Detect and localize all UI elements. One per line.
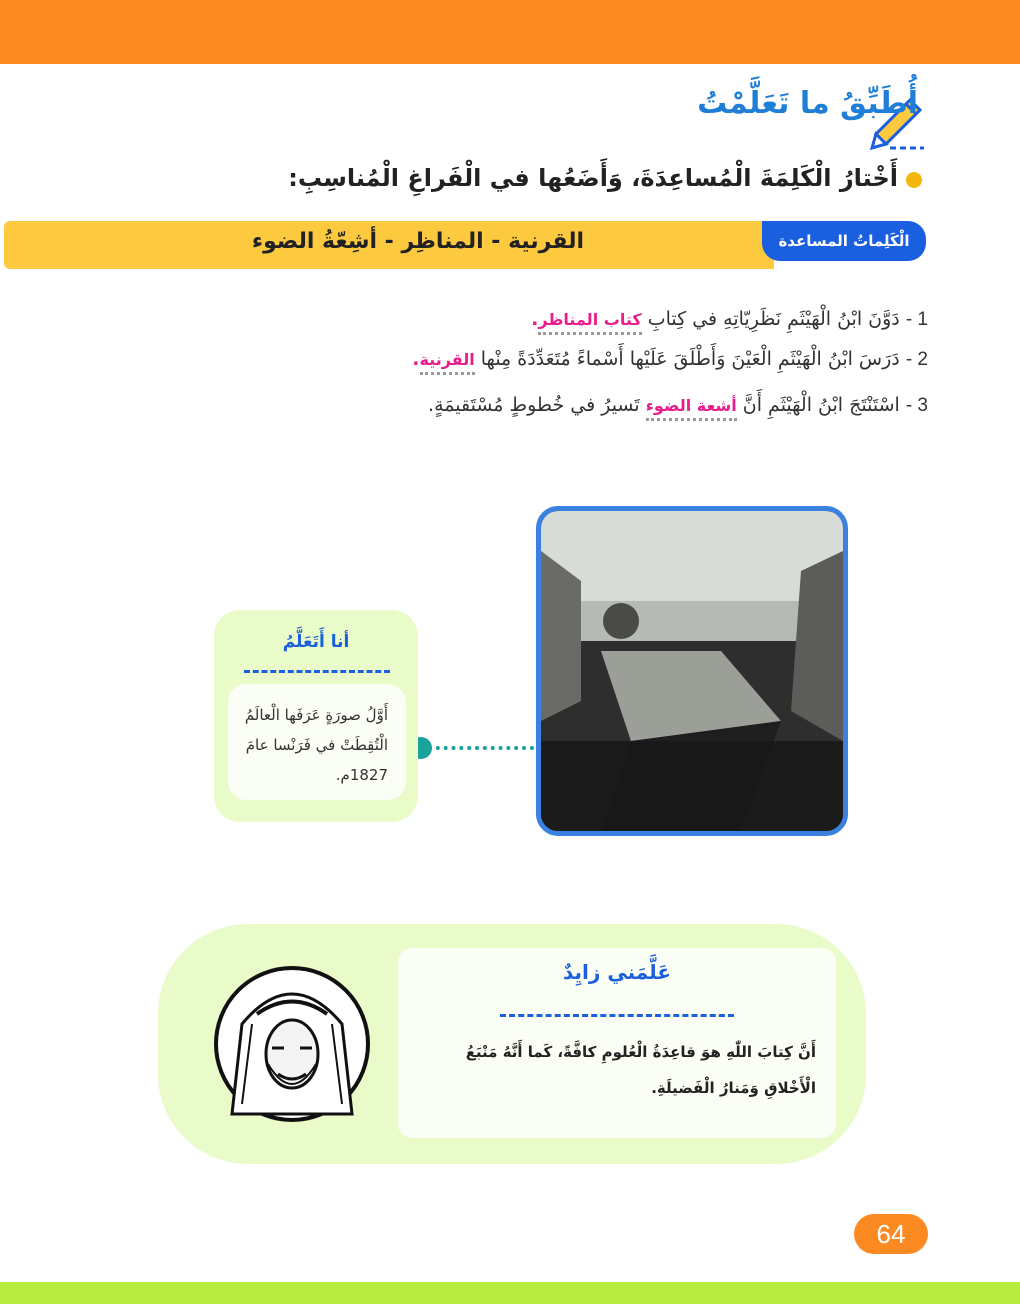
sentence-2 [412,348,928,371]
sentence-text: اسْتَنْتَجَ ابْنُ الْهَيْثَمِ أَنَّ [742,394,900,416]
learn-line-3: 1827م. [335,766,388,784]
quote-title: عَلَّمَني زايِدٌ [562,960,672,984]
sentence-text: دَرَسَ ابْنُ الْهَيْثَمِ الْعَيْنَ وَأَطْلَقَ عَلَيْها أَسْماءً مُتَعَدِّدَةً مِنْها [480,348,900,370]
photo-illustration [541,511,843,831]
sentence-number: 3 - [905,395,928,416]
sentence-end: . [412,348,420,370]
word-bank-words: القرنية - المناظِر - أشِعّةُ الضوء [251,229,584,254]
bullet-dot [906,172,922,188]
sentence-text: دَوَّنَ ابْنُ الْهَيْثَمِ نَظَرِيّاتِهِ في كِتابِ [647,308,900,330]
learn-line-2: الْتُقِطَتْ في فَرَنْسا عامَ [245,736,388,754]
sentence-3 [428,394,928,417]
sentence-number: 2 - [905,349,928,370]
section-title: أُطَبِّقُ ما تَعَلَّمْتُ [697,86,918,121]
answer-blank[interactable]: أشعة الضوء [646,396,737,421]
quote-text: أَنَّ كِتابَ اللّٰهِ هوَ قاعِدَةُ الْعُلومِ كافَّةً، كَما أَنَّهُ مَنْبَعُ الْأَخْلاقِ وَمَنارُ الْفَضيلَةِ. [465,1043,816,1097]
first-photograph-image [536,506,848,836]
learn-card-title: أنا أَتَعَلَّمُ [282,632,350,652]
exercise-instruction: أَخْتارُ الْكَلِمَةَ الْمُساعِدَةَ، وَأَضَعُها في الْفَراغِ الْمُناسِبِ: [288,164,898,192]
bottom-color-bar [0,1282,1020,1304]
word-bank-label [762,221,926,261]
page-number-badge [854,1214,928,1254]
answer-blank[interactable]: القرنية [420,350,475,375]
sentence-1 [531,308,928,331]
learn-line-1: أَوَّلُ صورَةٍ عَرَفَها الْعالَمُ [244,706,388,724]
dotted-connector [428,746,534,750]
sentence-number: 1 - [905,309,928,330]
top-color-bar [0,0,1020,64]
learn-card-text [232,700,388,790]
answer-blank[interactable]: كتاب المناظر [538,310,641,335]
learn-card-divider [244,670,390,673]
sentence-text-end: تَسيرُ في خُطوطٍ مُسْتَقيمَةٍ. [428,394,640,416]
portrait-illustration [212,964,372,1124]
quote-divider [500,1014,734,1017]
sentence-end: . [531,308,539,330]
page-number: 64 [876,1218,906,1249]
word-bank-label-text: الْكَلِماتُ المساعدة [778,232,910,250]
